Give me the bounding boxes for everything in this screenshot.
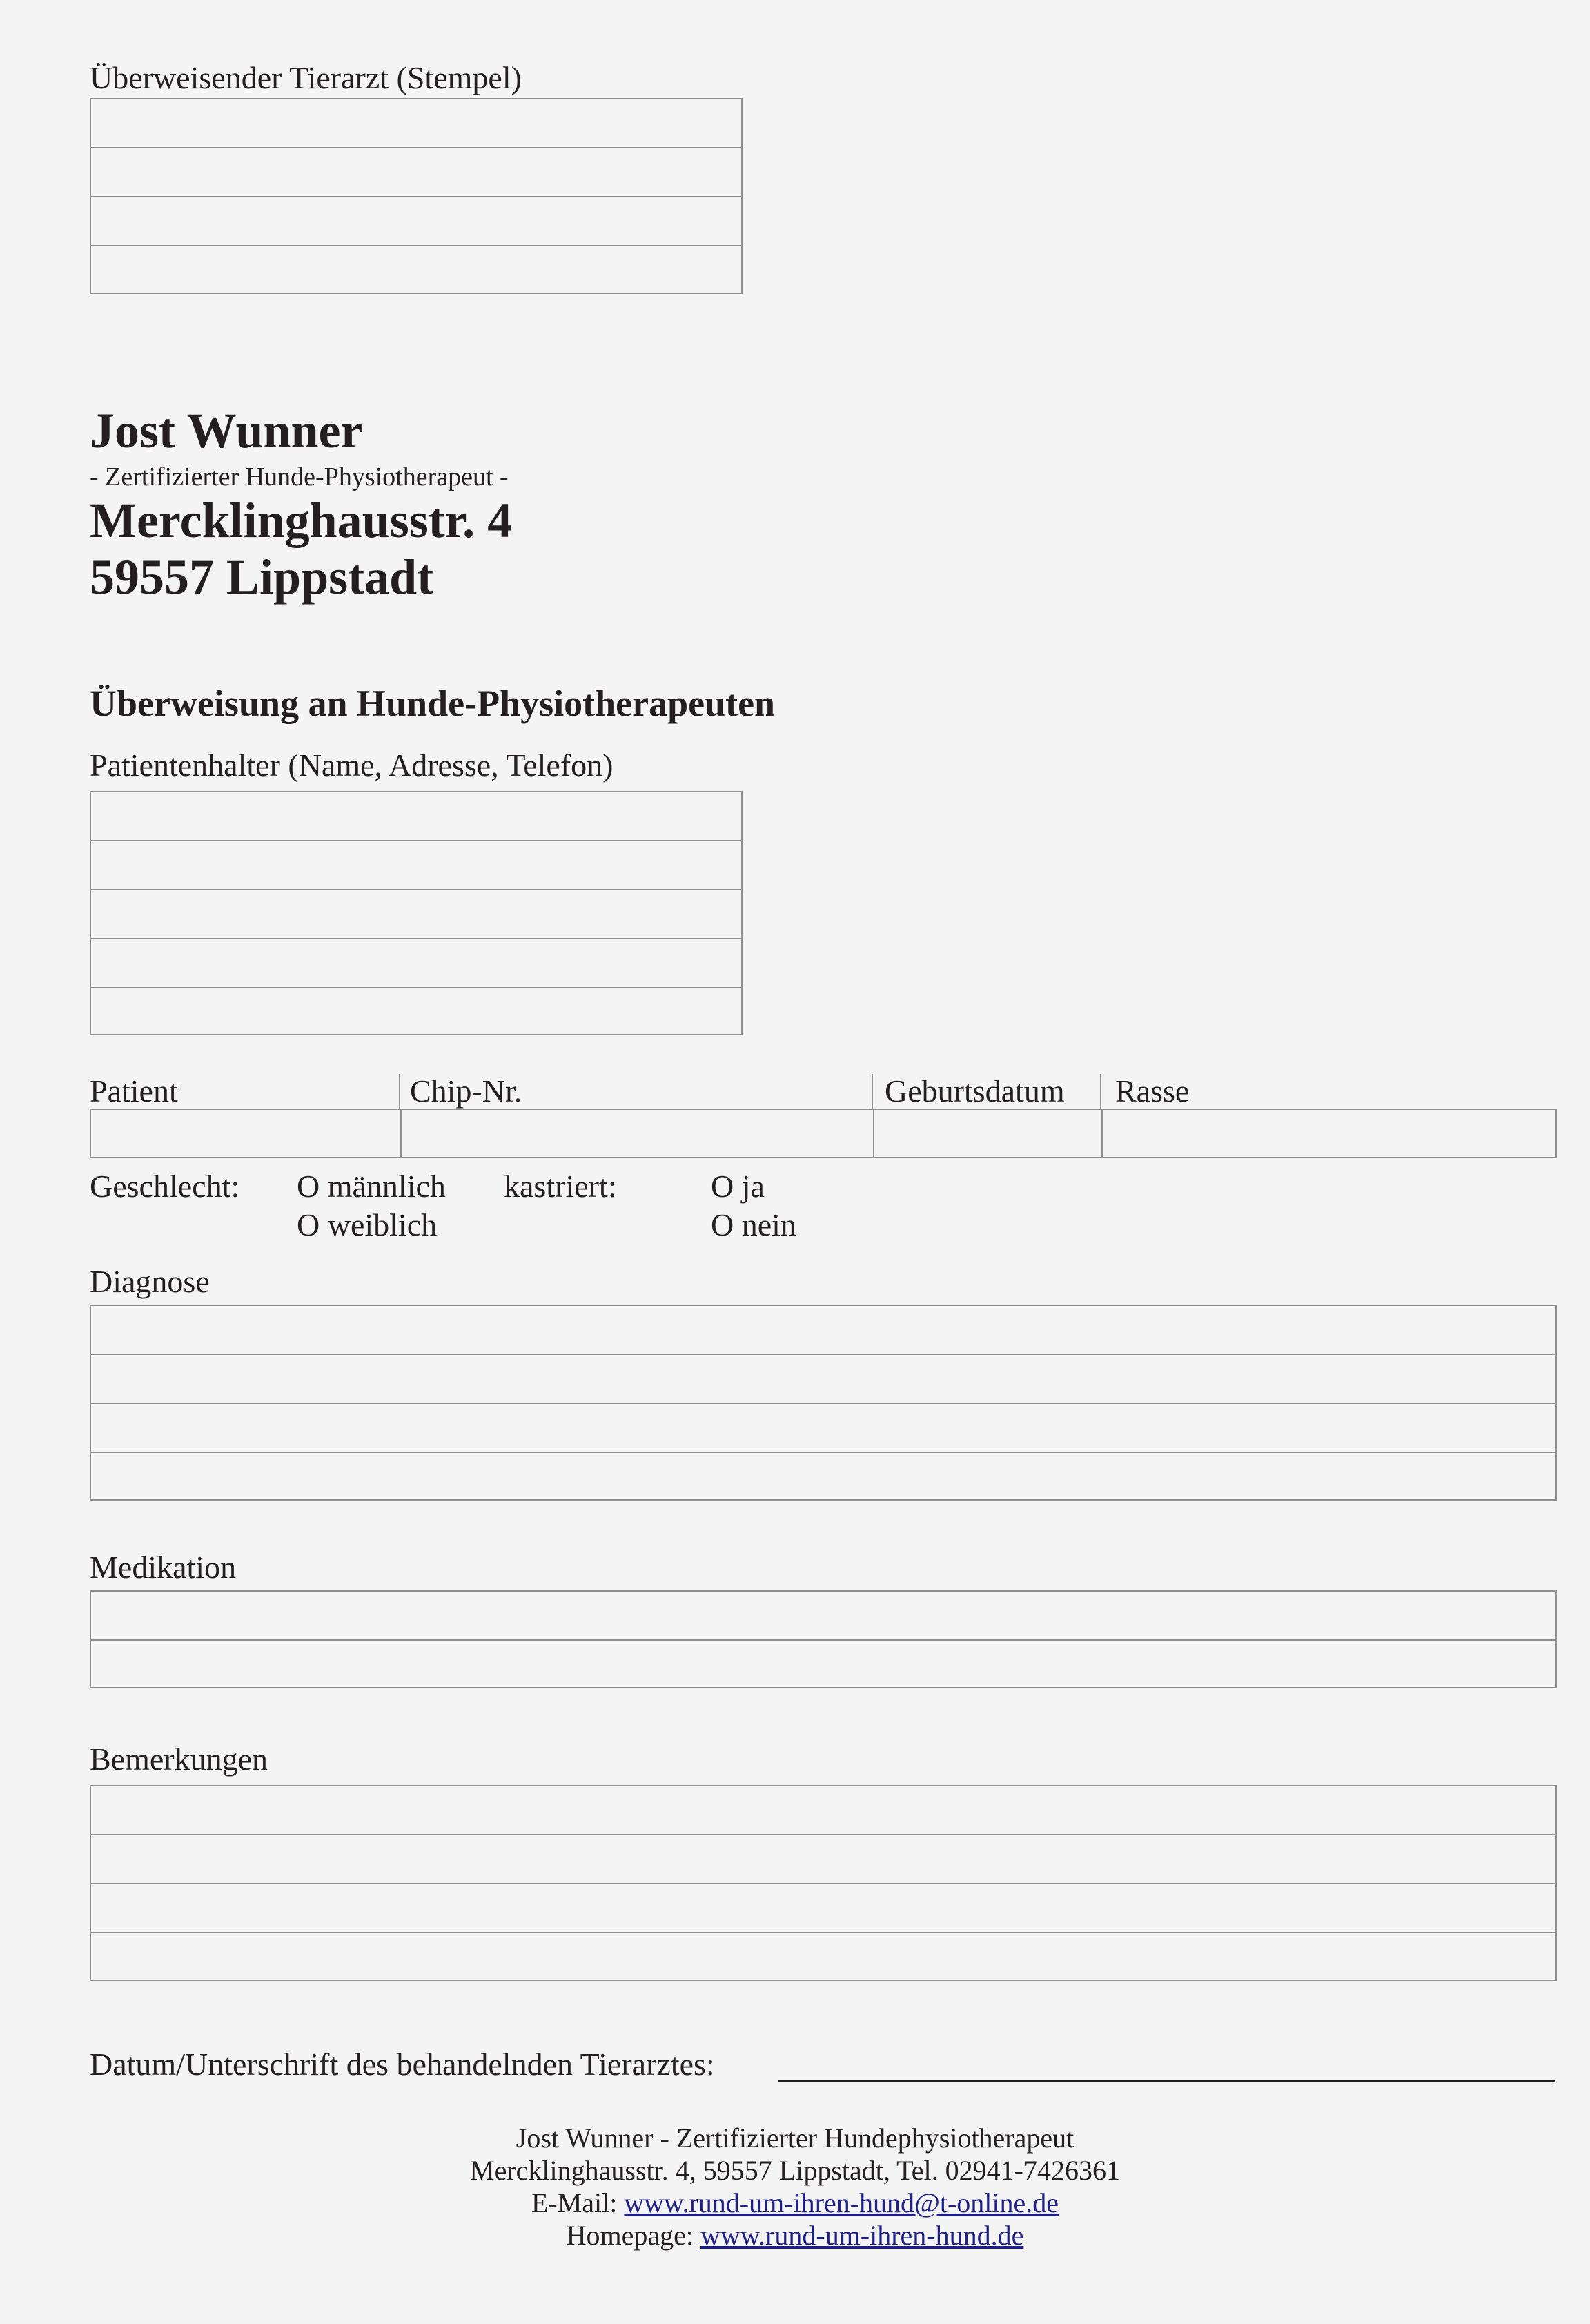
remarks-row[interactable] [91,1884,1555,1933]
owner-row[interactable] [91,792,741,841]
practitioner-name: Jost Wunner [90,403,363,458]
remarks-row[interactable] [91,1933,1555,1981]
medication-label: Medikation [90,1550,237,1585]
referrer-row[interactable] [91,99,741,148]
header-divider [872,1074,873,1110]
neutered-option-no[interactable]: O nein [711,1207,796,1242]
referrer-row[interactable] [91,148,741,197]
referrer-row[interactable] [91,246,741,294]
neutered-option-yes[interactable]: O ja [711,1169,765,1204]
diagnosis-row[interactable] [91,1453,1555,1501]
referrer-row[interactable] [91,197,741,246]
sex-option-male[interactable]: O männlich [297,1169,446,1204]
diagnosis-row[interactable] [91,1355,1555,1404]
header-divider [399,1074,400,1110]
diagnosis-box[interactable] [90,1305,1557,1501]
owner-label: Patientenhalter (Name, Adresse, Telefon) [90,748,614,783]
medication-box[interactable] [90,1590,1557,1688]
practitioner-street: Mercklinghausstr. 4 [90,493,513,548]
diagnosis-label: Diagnose [90,1264,210,1299]
patient-row[interactable] [90,1109,1557,1158]
remarks-row[interactable] [91,1835,1555,1884]
footer [0,2122,1590,2252]
owner-box[interactable] [90,791,743,1035]
remarks-box[interactable] [90,1785,1557,1981]
birthdate-cell[interactable] [874,1110,1103,1157]
signature-label: Datum/Unterschrift des behandelnden Tierarztes: [90,2047,715,2082]
sex-label: Geschlecht: [90,1169,240,1204]
medication-row[interactable] [91,1592,1555,1641]
footer-line-1: Jost Wunner - Zertifizierter Hundephysiotherapeut [516,2122,1074,2154]
footer-homepage-link[interactable]: www.rund-um-ihren-hund.de [700,2220,1024,2251]
remarks-row[interactable] [91,1786,1555,1835]
owner-row[interactable] [91,841,741,890]
col-patient: Patient [90,1073,178,1109]
col-chip-nr: Chip-Nr. [410,1073,522,1109]
medication-row[interactable] [91,1641,1555,1688]
col-birthdate: Geburtsdatum [885,1073,1065,1109]
diagnosis-row[interactable] [91,1404,1555,1453]
referrer-stamp-box[interactable] [90,98,743,294]
practitioner-subtitle: - Zertifizierter Hunde-Physiotherapeut - [90,462,509,491]
neutered-label: kastriert: [504,1169,617,1204]
owner-row[interactable] [91,890,741,939]
sex-option-female[interactable]: O weiblich [297,1207,438,1242]
chip-nr-cell[interactable] [402,1110,874,1157]
footer-email-label: E-Mail: [531,2187,618,2218]
practitioner-city: 59557 Lippstadt [90,549,434,605]
footer-email-link[interactable]: www.rund-um-ihren-hund@t-online.de [624,2187,1059,2218]
owner-row[interactable] [91,939,741,988]
col-breed: Rasse [1115,1073,1190,1109]
signature-line[interactable] [778,2080,1555,2082]
footer-homepage-label: Homepage: [566,2220,694,2251]
remarks-label: Bemerkungen [90,1741,268,1777]
header-divider [1100,1074,1101,1110]
referrer-label: Überweisender Tierarzt (Stempel) [90,60,522,95]
footer-homepage-line [0,2219,1590,2252]
owner-row[interactable] [91,988,741,1034]
footer-line-2: Mercklinghausstr. 4, 59557 Lippstadt, Tel. 02941-7426361 [470,2155,1120,2186]
form-title: Überweisung an Hunde-Physiotherapeuten [90,683,776,724]
footer-email-line [0,2187,1590,2219]
breed-cell[interactable] [1103,1110,1555,1157]
diagnosis-row[interactable] [91,1306,1555,1355]
patient-cell[interactable] [91,1110,402,1157]
